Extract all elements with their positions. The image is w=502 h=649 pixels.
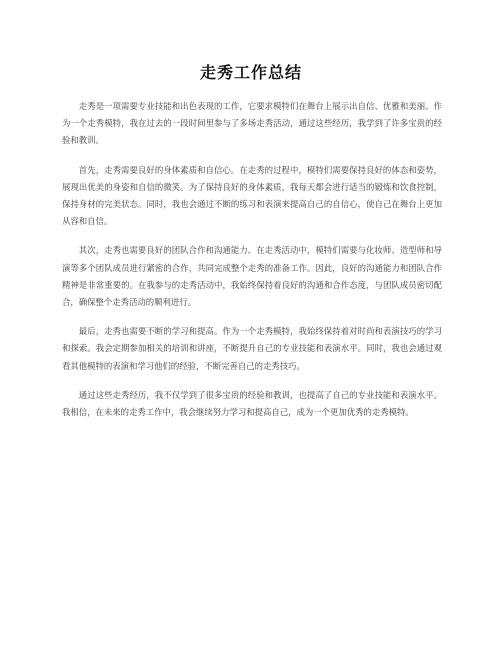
paragraph-4: 最后，走秀也需要不断的学习和提高。作为一个走秀模特，我始终保持着对时尚和表演技巧的学习和探索。我会定期参加相关的培训和讲座，不断提升自己的专业技能和表演水平。同时，我也会通过观看其他模特的表演和学习他们的经验，不断完善自己的走秀技巧。	[62, 326, 442, 371]
paragraph-2: 首先，走秀需要良好的身体素质和自信心。在走秀的过程中，模特们需要保持良好的体态和姿势，展现出优美的身姿和自信的微笑。为了保持良好的身体素质，我每天都会进行适当的锻炼和饮食控制，保持身材的完美状态。同时，我也会通过不断的练习和表演来提高自己的自信心，使自己在舞台上更加从容和自信。	[62, 164, 442, 227]
document-body	[62, 98, 442, 433]
paragraph-3: 其次，走秀也需要良好的团队合作和沟通能力。在走秀活动中，模特们需要与化妆师、造型师和导演等多个团队成员进行紧密的合作，共同完成整个走秀的准备工作。因此，良好的沟通能力和团队合作精神是非常重要的。在我参与的走秀活动中，我始终保持着良好的沟通和合作态度，与团队成员密切配合，确保整个走秀活动的顺利进行。	[62, 245, 442, 308]
paragraph-1: 走秀是一项需要专业技能和出色表现的工作，它要求模特们在舞台上展示出自信、优雅和美丽。作为一个走秀模特，我在过去的一段时间里参与了多场走秀活动，通过这些经历，我学到了许多宝贵的经验和教训。	[62, 101, 442, 146]
paragraph-5: 通过这些走秀经历，我不仅学到了很多宝贵的经验和教训，也提高了自己的专业技能和表演水平。我相信，在未来的走秀工作中，我会继续努力学习和提高自己，成为一个更加优秀的走秀模特。	[62, 389, 442, 418]
document-title: 走秀工作总结	[199, 63, 302, 82]
